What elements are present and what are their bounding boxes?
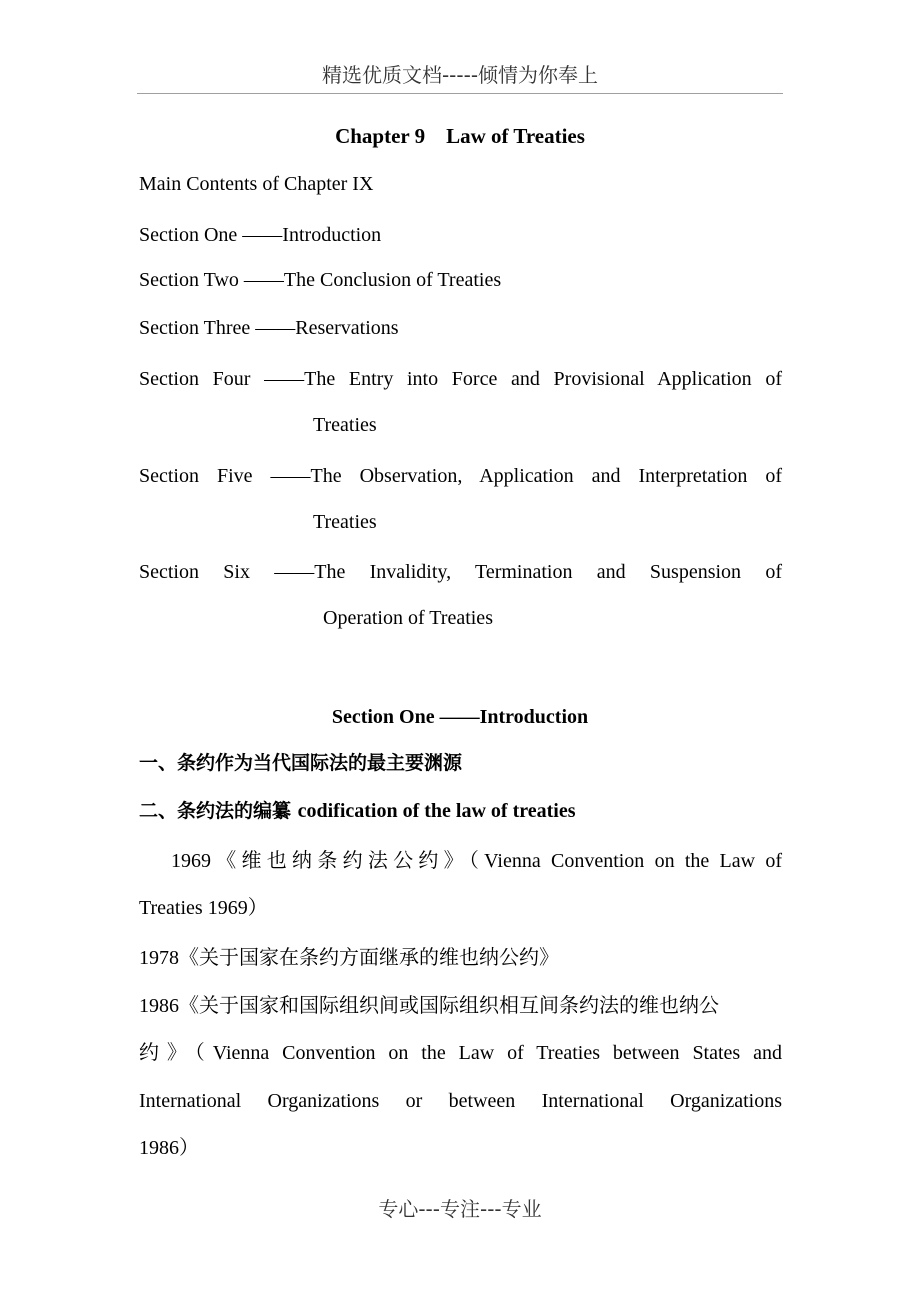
section-one-item-2 [139, 798, 576, 824]
contents-item-section-six: Section Six ——The Invalidity, Termination and Suspension of [139, 561, 782, 583]
contents-item-section-five: Section Five ——The Observation, Application and Interpretation of [139, 465, 782, 487]
contents-item-section-five-cont: Treaties [313, 511, 377, 533]
contents-item-section-six-cont: Operation of Treaties [323, 607, 493, 629]
paragraph-1986-line-3: International Organizations or between International Organizations [139, 1090, 782, 1112]
chapter-title: Chapter 9 Law of Treaties [335, 124, 585, 148]
paragraph-1986-line-4: 1986） [139, 1137, 199, 1159]
section-one-title: Section One ——Introduction [331, 706, 589, 728]
paragraph-1986-line-2: 约》（Vienna Convention on the Law of Treaties between States and [139, 1042, 782, 1064]
item-2-chinese: 二、条约法的编纂 [139, 800, 298, 822]
paragraph-1969-line-1: 1969《维也纳条约法公约》（Vienna Convention on the Law of [171, 850, 782, 872]
contents-item-section-two: Section Two ——The Conclusion of Treaties [139, 269, 502, 291]
contents-item-section-one: Section One ——Introduction [139, 224, 382, 246]
contents-item-section-four: Section Four ——The Entry into Force and Provisional Application of [139, 368, 782, 390]
section-one-item-1: 一、条约作为当代国际法的最主要渊源 [139, 752, 463, 774]
contents-item-section-four-cont: Treaties [313, 414, 377, 436]
page-footer: 专心---专注---专业 [378, 1197, 542, 1221]
item-2-english: codification of the law of treaties [297, 800, 576, 822]
contents-item-section-three: Section Three ——Reservations [139, 317, 399, 339]
paragraph-1986-line-1: 1986《关于国家和国际组织间或国际组织相互间条约法的维也纳公 [139, 995, 719, 1017]
page-header: 精选优质文档-----倾情为你奉上 [321, 63, 599, 87]
paragraph-1978: 1978《关于国家在条约方面继承的维也纳公约》 [139, 947, 559, 969]
paragraph-1969-line-2: Treaties 1969） [139, 897, 268, 919]
contents-heading: Main Contents of Chapter IX [139, 173, 374, 195]
header-divider [137, 93, 783, 94]
